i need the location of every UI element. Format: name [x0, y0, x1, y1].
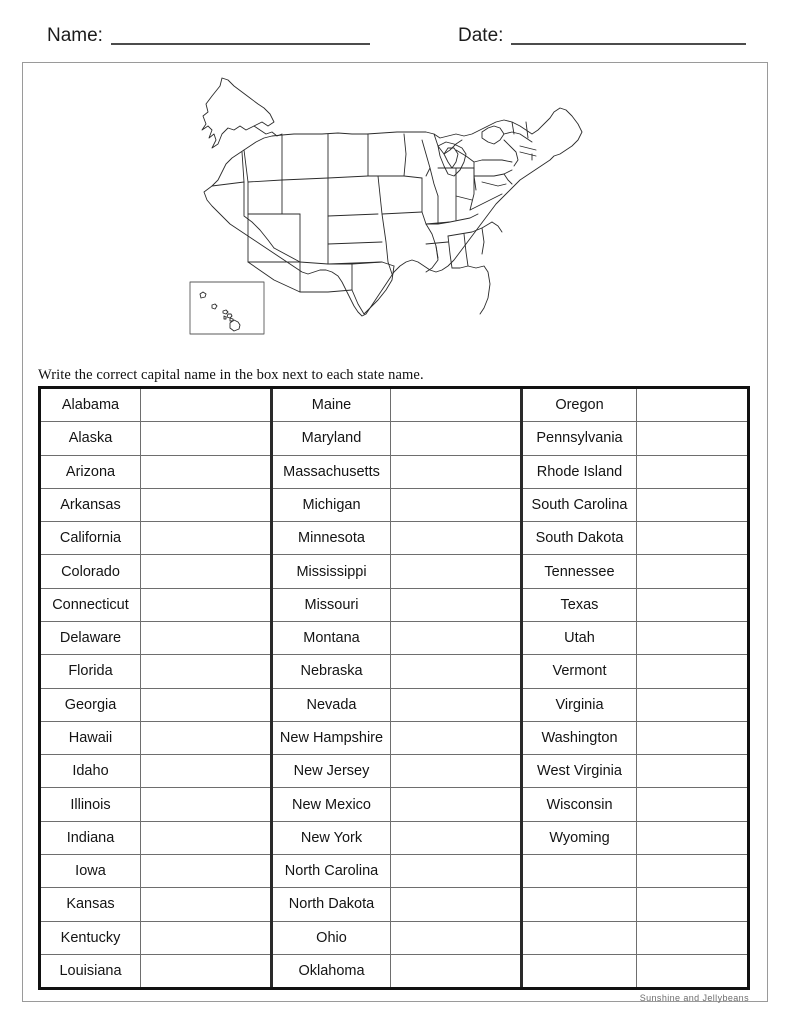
- table-row: [523, 855, 747, 888]
- table-row: [273, 689, 520, 722]
- hawaii-inset-box: [190, 282, 264, 334]
- state-line-sd-ne-north: [328, 176, 368, 178]
- table-row: [273, 622, 520, 655]
- capital-answer-cell[interactable]: [637, 955, 747, 987]
- state-name-cell: New Jersey: [273, 755, 391, 787]
- table-row: [523, 888, 747, 921]
- aleutian-tail: [254, 126, 282, 136]
- capital-answer-cell[interactable]: [391, 489, 520, 521]
- capital-answer-cell[interactable]: [391, 522, 520, 554]
- capital-answer-cell[interactable]: [391, 888, 520, 920]
- hawaii-big-island: [230, 320, 240, 331]
- capital-answer-cell[interactable]: [141, 422, 270, 454]
- table-row: [273, 456, 520, 489]
- table-row: [41, 655, 270, 688]
- state-line-wv-ky: [456, 196, 472, 200]
- state-line-ia-mo: [382, 212, 422, 214]
- state-line-ma-north: [520, 146, 536, 150]
- table-column-group-2: [270, 389, 520, 987]
- hawaii-lanai: [224, 316, 226, 319]
- state-line-ne-ks: [328, 242, 382, 244]
- table-row: [273, 489, 520, 522]
- capital-answer-cell[interactable]: [637, 655, 747, 687]
- state-name-cell: Montana: [273, 622, 391, 654]
- state-line-pa-md-nj: [474, 170, 512, 176]
- state-line-or-id: [244, 150, 248, 214]
- table-row: [273, 855, 520, 888]
- state-name-cell: Minnesota: [273, 522, 391, 554]
- table-row: [273, 955, 520, 987]
- table-row: [523, 522, 747, 555]
- state-line-de-nj: [504, 174, 512, 184]
- state-capital-table: [38, 386, 750, 990]
- capital-answer-cell[interactable]: [141, 622, 270, 654]
- state-name-cell: Ohio: [273, 922, 391, 954]
- table-row: [41, 755, 270, 788]
- state-line-pa-ny: [474, 160, 512, 162]
- capital-answer-cell[interactable]: [141, 955, 270, 987]
- state-name-cell: New York: [273, 822, 391, 854]
- state-name-cell: Mississippi: [273, 555, 391, 587]
- capital-answer-cell[interactable]: [141, 589, 270, 621]
- state-line-wa-or-w: [242, 152, 244, 182]
- capital-answer-cell[interactable]: [637, 389, 747, 421]
- capital-answer-cell[interactable]: [637, 555, 747, 587]
- state-line-al-ga: [464, 234, 468, 266]
- table-row: [523, 422, 747, 455]
- capital-answer-cell[interactable]: [637, 422, 747, 454]
- state-name-cell: California: [41, 522, 141, 554]
- state-name-cell: Louisiana: [41, 955, 141, 987]
- capital-answer-cell[interactable]: [391, 822, 520, 854]
- table-row: [41, 589, 270, 622]
- state-name-cell: Colorado: [41, 555, 141, 587]
- state-name-cell: Virginia: [523, 689, 637, 721]
- instruction-text: Write the correct capital name in the box next to each state name.: [38, 367, 424, 383]
- table-row: [41, 788, 270, 821]
- table-row: [273, 922, 520, 955]
- table-row: [523, 622, 747, 655]
- capital-answer-cell[interactable]: [391, 755, 520, 787]
- state-line-va-nc: [470, 194, 502, 210]
- state-line-ia-mo-east: [378, 176, 392, 274]
- table-row: [523, 922, 747, 955]
- table-row: [41, 456, 270, 489]
- state-name-cell: South Dakota: [523, 522, 637, 554]
- capital-answer-cell[interactable]: [141, 722, 270, 754]
- capital-answer-cell[interactable]: [141, 922, 270, 954]
- capital-answer-cell[interactable]: [141, 689, 270, 721]
- map-area: [22, 62, 768, 362]
- capital-answer-cell[interactable]: [391, 689, 520, 721]
- name-label: Name:: [47, 25, 103, 46]
- capital-answer-cell[interactable]: [391, 922, 520, 954]
- state-line-md-va: [482, 182, 506, 186]
- state-line-ms-al: [448, 236, 452, 268]
- state-line-mt-wy: [282, 178, 328, 180]
- name-input-line[interactable]: [111, 43, 370, 45]
- state-name-cell: Pennsylvania: [523, 422, 637, 454]
- alaska-outline: [202, 78, 274, 148]
- state-line-or-ca: [212, 182, 244, 186]
- table-row: [523, 822, 747, 855]
- capital-answer-cell[interactable]: [637, 456, 747, 488]
- state-name-cell: Nevada: [273, 689, 391, 721]
- capital-answer-cell[interactable]: [141, 788, 270, 820]
- table-row: [273, 822, 520, 855]
- table-row: [41, 389, 270, 422]
- date-input-line[interactable]: [511, 43, 746, 45]
- state-line-wi-il: [430, 168, 438, 196]
- capital-answer-cell[interactable]: [141, 655, 270, 687]
- state-name-cell: Missouri: [273, 589, 391, 621]
- capital-answer-cell[interactable]: [637, 689, 747, 721]
- state-line-wi-mi: [422, 140, 430, 176]
- state-name-cell: Rhode Island: [523, 456, 637, 488]
- state-name-cell: Maine: [273, 389, 391, 421]
- table-column-group-1: [41, 389, 270, 987]
- table-row: [523, 955, 747, 987]
- table-row: [523, 655, 747, 688]
- capital-answer-cell[interactable]: [637, 855, 747, 887]
- state-name-cell: Wisconsin: [523, 788, 637, 820]
- table-row: [523, 589, 747, 622]
- capital-answer-cell[interactable]: [141, 888, 270, 920]
- hawaii-oahu: [212, 304, 217, 309]
- state-name-cell: Washington: [523, 722, 637, 754]
- state-name-cell: [523, 888, 637, 920]
- state-name-cell: West Virginia: [523, 755, 637, 787]
- state-name-cell: Texas: [523, 589, 637, 621]
- table-row: [41, 622, 270, 655]
- state-line-tn-ga-al: [448, 222, 492, 236]
- continental-us-outline: [204, 108, 582, 316]
- state-line-fl-panhandle: [452, 266, 468, 268]
- capital-answer-cell[interactable]: [141, 522, 270, 554]
- state-name-cell: Kentucky: [41, 922, 141, 954]
- state-line-ar-la-n: [426, 242, 448, 244]
- state-line-mi-lake-erie: [456, 150, 476, 190]
- state-name-cell: Maryland: [273, 422, 391, 454]
- table-row: [273, 655, 520, 688]
- capital-answer-cell[interactable]: [391, 955, 520, 987]
- capital-answer-cell[interactable]: [637, 722, 747, 754]
- state-name-cell: Indiana: [41, 822, 141, 854]
- state-name-cell: Arizona: [41, 456, 141, 488]
- table-row: [523, 555, 747, 588]
- capital-answer-cell[interactable]: [141, 555, 270, 587]
- table-row: [523, 389, 747, 422]
- capital-answer-cell[interactable]: [391, 855, 520, 887]
- table-row: [523, 788, 747, 821]
- capital-answer-cell[interactable]: [637, 788, 747, 820]
- state-line-id-mt-nv: [248, 180, 282, 182]
- hawaii-molokai: [223, 310, 228, 314]
- state-name-cell: Illinois: [41, 788, 141, 820]
- state-name-cell: Connecticut: [41, 589, 141, 621]
- state-line-az-mx-border: [248, 262, 300, 292]
- table-row: [41, 855, 270, 888]
- state-name-cell: Florida: [41, 655, 141, 687]
- capital-answer-cell[interactable]: [391, 722, 520, 754]
- state-line-tx-outline-helper: [352, 266, 394, 314]
- state-line-ma-ct-ri: [520, 152, 536, 156]
- state-name-cell: North Dakota: [273, 888, 391, 920]
- state-name-cell: Delaware: [41, 622, 141, 654]
- capital-answer-cell[interactable]: [141, 456, 270, 488]
- state-name-cell: [523, 922, 637, 954]
- state-line-mn-ia: [368, 176, 422, 178]
- capital-answer-cell[interactable]: [637, 822, 747, 854]
- state-name-cell: North Carolina: [273, 855, 391, 887]
- capital-answer-cell[interactable]: [637, 589, 747, 621]
- capital-answer-cell[interactable]: [637, 922, 747, 954]
- table-row: [273, 522, 520, 555]
- state-name-cell: Kansas: [41, 888, 141, 920]
- table-row: [523, 489, 747, 522]
- michigan-upper-peninsula: [444, 148, 458, 168]
- state-name-cell: Tennessee: [523, 555, 637, 587]
- state-name-cell: [523, 855, 637, 887]
- state-name-cell: Alabama: [41, 389, 141, 421]
- state-name-cell: Nebraska: [273, 655, 391, 687]
- table-row: [273, 555, 520, 588]
- hawaii-kauai: [200, 292, 206, 298]
- state-line-fl-peninsula: [468, 266, 490, 314]
- table-row: [41, 555, 270, 588]
- table-row: [523, 722, 747, 755]
- state-name-cell: South Carolina: [523, 489, 637, 521]
- footer-credit: Sunshine and Jellybeans: [639, 993, 749, 1003]
- state-line-ca-nv-east: [244, 182, 274, 248]
- state-line-ky-tn: [450, 214, 478, 222]
- state-name-cell: Iowa: [41, 855, 141, 887]
- table-row: [41, 722, 270, 755]
- state-name-cell: Michigan: [273, 489, 391, 521]
- capital-answer-cell[interactable]: [391, 622, 520, 654]
- table-row: [273, 755, 520, 788]
- table-row: [523, 755, 747, 788]
- united-states-outline-map-icon: [182, 64, 602, 364]
- state-line-nm-tx: [328, 264, 352, 290]
- state-name-cell: New Hampshire: [273, 722, 391, 754]
- state-name-cell: New Mexico: [273, 788, 391, 820]
- table-row: [41, 822, 270, 855]
- table-row: [273, 888, 520, 921]
- table-row: [523, 456, 747, 489]
- capital-answer-cell[interactable]: [141, 489, 270, 521]
- table-row: [273, 589, 520, 622]
- table-row: [273, 422, 520, 455]
- state-line-ar-ms-w: [426, 224, 438, 258]
- state-name-cell: Utah: [523, 622, 637, 654]
- table-row: [273, 788, 520, 821]
- state-name-cell: [523, 955, 637, 987]
- capital-answer-cell[interactable]: [637, 489, 747, 521]
- capital-answer-cell[interactable]: [637, 622, 747, 654]
- name-field-group: [47, 24, 370, 48]
- table-row: [41, 422, 270, 455]
- capital-answer-cell[interactable]: [391, 655, 520, 687]
- capital-answer-cell[interactable]: [141, 855, 270, 887]
- state-line-sc-nc: [492, 222, 502, 232]
- capital-answer-cell[interactable]: [391, 589, 520, 621]
- state-name-cell: Arkansas: [41, 489, 141, 521]
- table-row: [41, 888, 270, 921]
- state-name-cell: Hawaii: [41, 722, 141, 754]
- date-label: Date:: [458, 25, 504, 46]
- table-column-group-3: [520, 389, 747, 987]
- state-line-oh-pa-wv: [470, 168, 474, 210]
- state-name-cell: Wyoming: [523, 822, 637, 854]
- state-name-cell: Idaho: [41, 755, 141, 787]
- state-line-nm-south: [300, 290, 352, 292]
- worksheet-header: [0, 24, 791, 60]
- capital-answer-cell[interactable]: [141, 822, 270, 854]
- capital-answer-cell[interactable]: [391, 456, 520, 488]
- state-line-ia-il: [422, 178, 426, 224]
- capital-answer-cell[interactable]: [141, 755, 270, 787]
- state-name-cell: Georgia: [41, 689, 141, 721]
- capital-answer-cell[interactable]: [391, 422, 520, 454]
- table-row: [41, 689, 270, 722]
- state-line-sd-ne: [328, 214, 378, 216]
- date-field-group: [458, 24, 746, 48]
- michigan-lower-peninsula: [438, 142, 466, 176]
- table-row: [41, 922, 270, 955]
- table-row: [523, 689, 747, 722]
- state-name-cell: Oklahoma: [273, 955, 391, 987]
- state-line-ny-upstate: [482, 126, 504, 144]
- table-row: [41, 522, 270, 555]
- state-name-cell: Massachusetts: [273, 456, 391, 488]
- state-name-cell: Vermont: [523, 655, 637, 687]
- capital-answer-cell[interactable]: [637, 522, 747, 554]
- table-row: [41, 955, 270, 987]
- capital-answer-cell[interactable]: [391, 389, 520, 421]
- state-name-cell: Alaska: [41, 422, 141, 454]
- state-name-cell: Oregon: [523, 389, 637, 421]
- capital-answer-cell[interactable]: [391, 788, 520, 820]
- table-row: [273, 722, 520, 755]
- hawaii-maui: [227, 314, 232, 318]
- state-line-ga-sc: [482, 228, 484, 254]
- capital-answer-cell[interactable]: [637, 888, 747, 920]
- table-row: [273, 389, 520, 422]
- state-line-ca-az: [274, 248, 300, 262]
- capital-answer-cell[interactable]: [141, 389, 270, 421]
- capital-answer-cell[interactable]: [637, 755, 747, 787]
- table-row: [41, 489, 270, 522]
- capital-answer-cell[interactable]: [391, 555, 520, 587]
- state-line-mn-wi: [404, 134, 406, 176]
